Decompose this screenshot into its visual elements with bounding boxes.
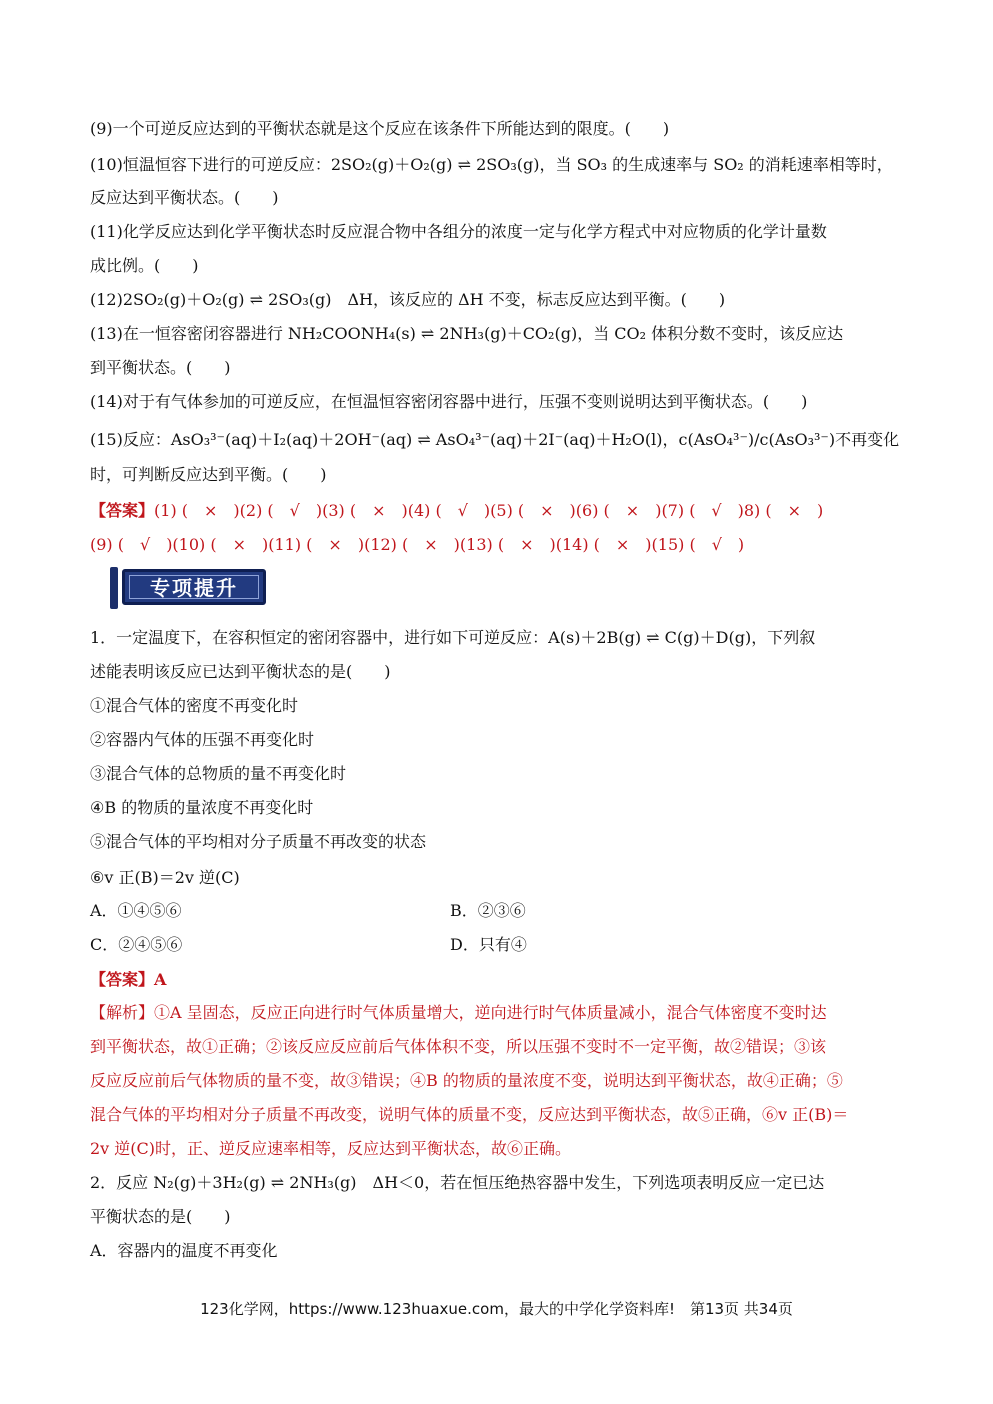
review-q12: (12)2SO₂(g)＋O₂(g) ⇌ 2SO₃(g) ΔH，该反应的 ΔH 不变，标志反应达到平衡。( ) [90, 290, 726, 309]
q1-analysis-line1: 【解析】①A 呈固态，反应正向进行时气体质量增大，逆向进行时气体质量减小，混合气体密度不变时达 [90, 1003, 827, 1022]
q1-analysis-line4: 混合气体的平均相对分子质量不再改变，说明气体的质量不变，反应达到平衡状态，故⑤正确，⑥v 正(B)＝ [90, 1105, 849, 1124]
badge-title: 专项提升 [129, 575, 259, 599]
answer-block-line1 [90, 501, 823, 521]
q1-item-3: ③混合气体的总物质的量不再变化时 [90, 764, 347, 783]
q1-answer: 【答案】A [90, 970, 167, 989]
q2-stem-line1: 2．反应 N₂(g)＋3H₂(g) ⇌ 2NH₃(g) ΔH＜0，若在恒压绝热容器中发生，下列选项表明反应一定已达 [90, 1173, 825, 1192]
q1-analysis-line2: 到平衡状态，故①正确；②该反应反应前后气体体积不变，所以压强不变时不一定平衡，故②错误；③该 [90, 1037, 827, 1056]
review-q9: (9)一个可逆反应达到的平衡状态就是这个反应在该条件下所能达到的限度。( ) [90, 119, 670, 138]
q1-item-5: ⑤混合气体的平均相对分子质量不再改变的状态 [90, 832, 427, 851]
q1-item-6: ⑥v 正(B)＝2v 逆(C) [90, 868, 240, 887]
answer-label: 【答案】 [90, 501, 155, 520]
review-q10-line2: 反应达到平衡状态。( ) [90, 188, 279, 207]
q1-option-d: D．只有④ [450, 935, 527, 954]
q1-item-1: ①混合气体的密度不再变化时 [90, 696, 299, 715]
page-footer: 123化学网，https://www.123huaxue.com，最大的中学化学资料库! 第13页 共34页 [200, 1300, 793, 1318]
q2-stem-line2: 平衡状态的是( ) [90, 1207, 231, 1226]
q1-option-a: A．①④⑤⑥ [90, 901, 182, 920]
q1-option-b: B．②③⑥ [450, 901, 526, 920]
q1-option-c: C．②④⑤⑥ [90, 935, 183, 954]
review-q11-line1: (11)化学反应达到化学平衡状态时反应混合物中各组分的浓度一定与化学方程式中对应物质的化学计量数 [90, 222, 827, 241]
answer-values-1: (1) ( × )(2) ( √ )(3) ( × )(4) ( √ )(5) ( × )(6) ( × )(7) ( √ )8) ( × ) [154, 501, 824, 520]
q1-stem-line1: 1．一定温度下，在容积恒定的密闭容器中，进行如下可逆反应：A(s)＋2B(g) ⇌ C(g)＋D(g)，下列叙 [90, 628, 816, 647]
q1-item-4: ④B 的物质的量浓度不再变化时 [90, 798, 314, 817]
badge-post [110, 567, 118, 609]
answer-block-line2: (9) ( √ )(10) ( × )(11) ( × )(12) ( × )(13) ( × )(14) ( × )(15) ( √ ) [90, 535, 745, 554]
review-q11-line2: 成比例。( ) [90, 256, 199, 275]
q2-option-a: A．容器内的温度不再变化 [90, 1241, 278, 1260]
q1-item-2: ②容器内气体的压强不再变化时 [90, 730, 315, 749]
review-q15-line1: (15)反应：AsO₃³⁻(aq)＋I₂(aq)＋2OH⁻(aq) ⇌ AsO₄³⁻(aq)＋2I⁻(aq)＋H₂O(l)，c(AsO₄³⁻)/c(AsO₃³⁻)不再变化 [90, 430, 900, 449]
badge-box [122, 569, 266, 605]
review-q13-line1: (13)在一恒容密闭容器进行 NH₂COONH₄(s) ⇌ 2NH₃(g)＋CO₂(g)，当 CO₂ 体积分数不变时，该反应达 [90, 324, 844, 343]
q1-analysis-line5: 2v 逆(C)时，正、逆反应速率相等，反应达到平衡状态，故⑥正确。 [90, 1139, 572, 1158]
review-q14: (14)对于有气体参加的可逆反应，在恒温恒容密闭容器中进行，压强不变则说明达到平衡状态。( ) [90, 392, 808, 411]
review-q13-line2: 到平衡状态。( ) [90, 358, 231, 377]
review-q15-line2: 时，可判断反应达到平衡。( ) [90, 465, 327, 484]
section-badge [110, 567, 268, 609]
review-q10-line1: (10)恒温恒容下进行的可逆反应：2SO₂(g)＋O₂(g) ⇌ 2SO₃(g)，当 SO₃ 的生成速率与 SO₂ 的消耗速率相等时， [90, 155, 893, 174]
q1-analysis-line3: 反应反应前后气体物质的量不变，故③错误；④B 的物质的量浓度不变，说明达到平衡状态，故④正确；⑤ [90, 1071, 843, 1090]
q1-stem-line2: 述能表明该反应已达到平衡状态的是( ) [90, 662, 391, 681]
